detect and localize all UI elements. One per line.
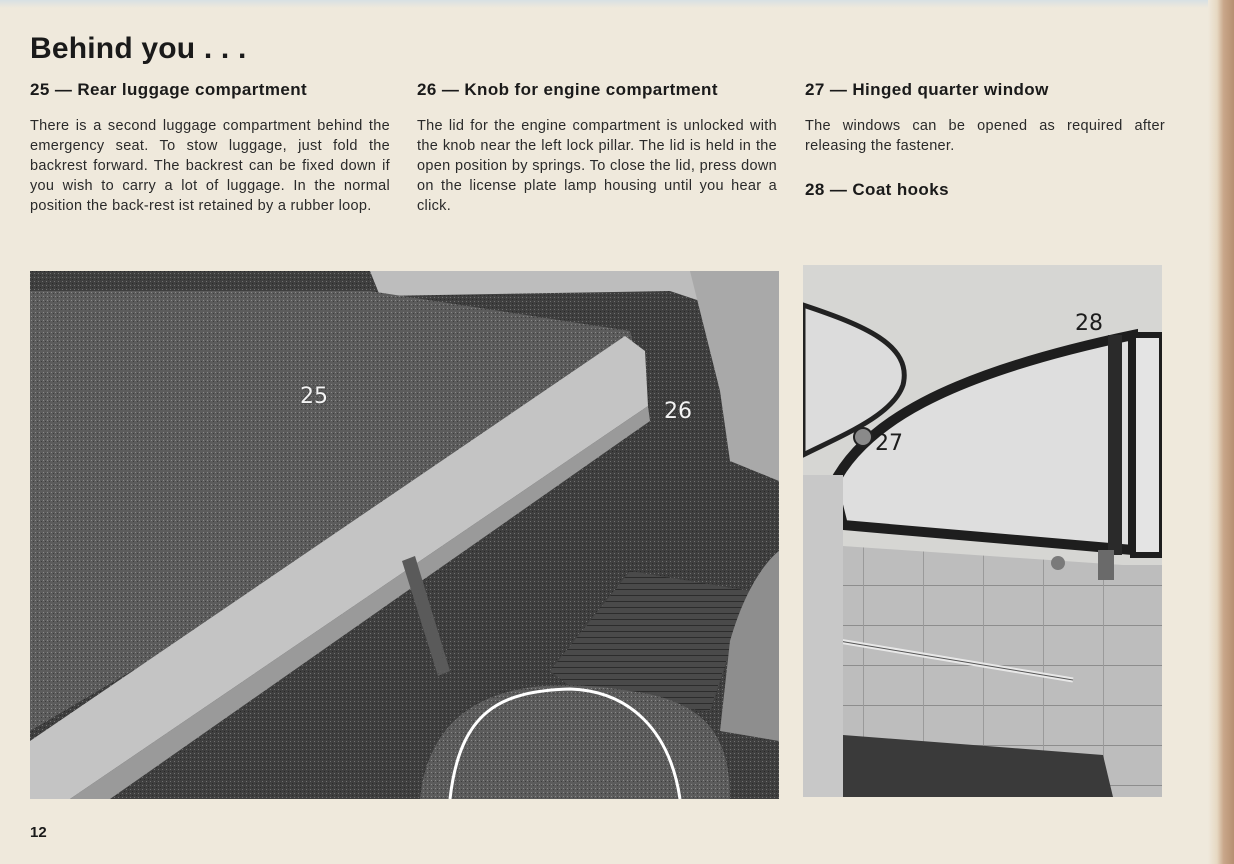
section-heading: 25 — Rear luggage compartment <box>30 80 308 99</box>
page-title: Behind you . . . <box>30 32 247 65</box>
page-top-edge <box>0 0 1234 8</box>
page-number: 12 <box>30 824 47 841</box>
callout-25: 25 <box>300 384 328 409</box>
section-rear-luggage <box>30 80 390 216</box>
rear-compartment-photo <box>30 271 779 799</box>
section-engine-knob <box>417 80 777 216</box>
callout-28: 28 <box>1075 311 1103 336</box>
quarter-window-photo <box>803 265 1162 797</box>
section-text: The lid for the engine compartment is unlocked with the knob near the left lock pillar. The lid is held in the open position by springs. To close the lid, press down on the license plate lamp housing until you hear a click. <box>417 118 777 214</box>
section-text: The windows can be opened as required after releasing the fastener. <box>805 118 1165 154</box>
page-binding-edge <box>1208 0 1234 864</box>
rear-compartment-illustration <box>30 271 779 799</box>
callout-26: 26 <box>664 399 692 424</box>
section-quarter-window <box>805 80 1165 216</box>
section-heading: 26 — Knob for engine compartment <box>417 80 718 99</box>
section-heading-coat-hooks: 28 — Coat hooks <box>805 180 949 199</box>
quarter-window-illustration <box>803 265 1162 797</box>
callout-27: 27 <box>875 431 903 456</box>
section-text: There is a second luggage compartment behind the emergency seat. To stow luggage, just fold the backrest forward. The backrest can be fixed down if you wish to carry a lot of luggage. In the normal position the back-rest ist retained by a rubber loop. <box>30 118 390 214</box>
section-heading: 27 — Hinged quarter window <box>805 80 1049 99</box>
